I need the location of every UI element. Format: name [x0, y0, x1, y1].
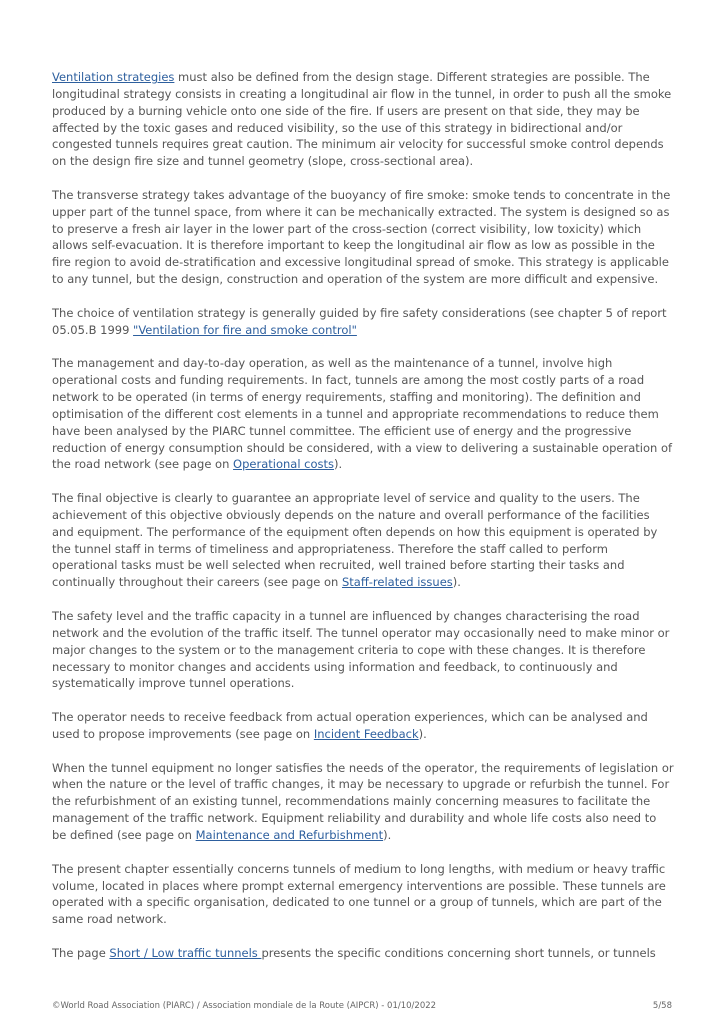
paragraph-operational-costs [52, 355, 674, 473]
document-body [52, 69, 674, 979]
paragraph-text: ). [383, 827, 392, 842]
paragraph-feedback [52, 709, 674, 743]
link-maintenance-refurbishment[interactable]: Maintenance and Refurbishment [195, 827, 384, 842]
paragraph-text: must also be defined from the design stage. Different strategies are possible. The longitudinal strategy consists in creating a longitudinal air flow in the tunnel, in order to push all the smoke produced by a burning vehicle onto one side of the fire. If users are present on that side, they may be affected by the toxic gases and reduced visibility, so the use of this strategy in bidirectional and/or congested tunnels requires great caution. The minimum air velocity for successful smoke control depends on the design fire size and tunnel geometry (slope, cross-sectional area). [52, 70, 672, 169]
footer-copyright: ©World Road Association (PIARC) / Association mondiale de la Route (AIPCR) - 01/10/2022 [52, 1001, 437, 1011]
paragraph-text: The management and day-to-day operation, as well as the maintenance of a tunnel, involve high operational costs and funding requirements. In fact, tunnels are among the most costly parts of a road network to be operated (in terms of energy requirements, staffing and monitoring). The definition and optimisation of the different cost elements in a tunnel and appropriate recommendations to reduce them have been analysed by the PIARC tunnel committee. The efficient use of energy and the progressive reduction of energy consumption should be considered, with a view to delivering a sustainable operation of the road network (see page on [52, 356, 673, 472]
paragraph-text: The page [52, 945, 110, 960]
paragraph-text: The choice of ventilation strategy is generally guided by fire safety considerations (see chapter 5 of report 05.05.B 1999 [52, 305, 667, 337]
link-staff-related-issues[interactable]: Staff-related issues [341, 575, 453, 590]
paragraph-text: ). [418, 726, 427, 741]
paragraph-short-tunnels [52, 945, 674, 962]
paragraph-strategy-choice [52, 305, 674, 339]
paragraph-text: ). [452, 575, 461, 590]
paragraph-ventilation-strategies [52, 69, 674, 170]
page-number: 5/58 [652, 1001, 672, 1011]
paragraph-text: ). [334, 457, 343, 472]
link-incident-feedback[interactable]: Incident Feedback [313, 726, 419, 741]
paragraph-text: When the tunnel equipment no longer satisfies the needs of the operator, the requirements of legislation or when the nature or the level of traffic changes, it may be necessary to upgrade or refurbish the tunnel. For the refurbishment of an existing tunnel, recommendations mainly concerning measures to facilitate the management of the traffic network. Equipment reliability and durability and whole life costs also need to be defined (see page on [52, 760, 674, 842]
paragraph-text: The operator needs to receive feedback from actual operation experiences, which can be analysed and used to propose improvements (see page on [52, 710, 648, 741]
paragraph-text: The final objective is clearly to guarantee an appropriate level of service and quality to the users. The achievement of this objective obviously depends on the nature and overall performance of the facilities and equipment. The performance of the equipment often depends on how this equipment is operated by the tunnel staff in terms of timeliness and appropriateness. Therefore the staff called to perform operational tasks must be well selected when recruited, well trained before starting their tasks and continually throughout their careers (see page on [52, 491, 658, 590]
paragraph-transverse-strategy: The transverse strategy takes advantage of the buoyancy of fire smoke: smoke tends to concentrate in the upper part of the tunnel space, from where it can be mechanically extracted. The system is designed so as to preserve a fresh air layer in the lower part of the cross-section (correct visibility, low toxicity) which allows self-evacuation. It is therefore important to keep the longitudinal air flow as low as possible in the fire region to avoid de-stratification and excessive longitudinal spread of smoke. This strategy is applicable to any tunnel, but the design, construction and operation of the system are more difficult and expensive. [52, 187, 671, 287]
link-operational-costs[interactable]: Operational costs [233, 457, 335, 472]
link-ventilation-fire-smoke-control[interactable]: "Ventilation for fire and smoke control" [133, 322, 357, 337]
paragraph-staff [52, 490, 674, 591]
paragraph-safety-level: The safety level and the traffic capacity in a tunnel are influenced by changes characterising the road network and the evolution of the traffic itself. The tunnel operator may occasionally need to make minor or major changes to the system or to the management criteria to cope with these changes. It is therefore necessary to monitor changes and accidents using information and feedback, to continuously and systematically improve tunnel operations. [52, 609, 670, 691]
paragraph-text: presents the specific conditions concerning short tunnels, or tunnels [261, 945, 656, 960]
link-ventilation-strategies[interactable]: Ventilation strategies [52, 70, 175, 84]
link-short-low-traffic-tunnels[interactable]: Short / Low traffic tunnels [109, 945, 262, 960]
paragraph-refurbishment [52, 760, 674, 844]
page-footer [52, 1001, 672, 1011]
paragraph-chapter-scope: The present chapter essentially concerns tunnels of medium to long lengths, with medium or heavy traffic volume, located in places where prompt external emergency interventions are possible. These tunnels are operated with a specific organisation, dedicated to one tunnel or a group of tunnels, which are part of the same road network. [52, 861, 666, 927]
